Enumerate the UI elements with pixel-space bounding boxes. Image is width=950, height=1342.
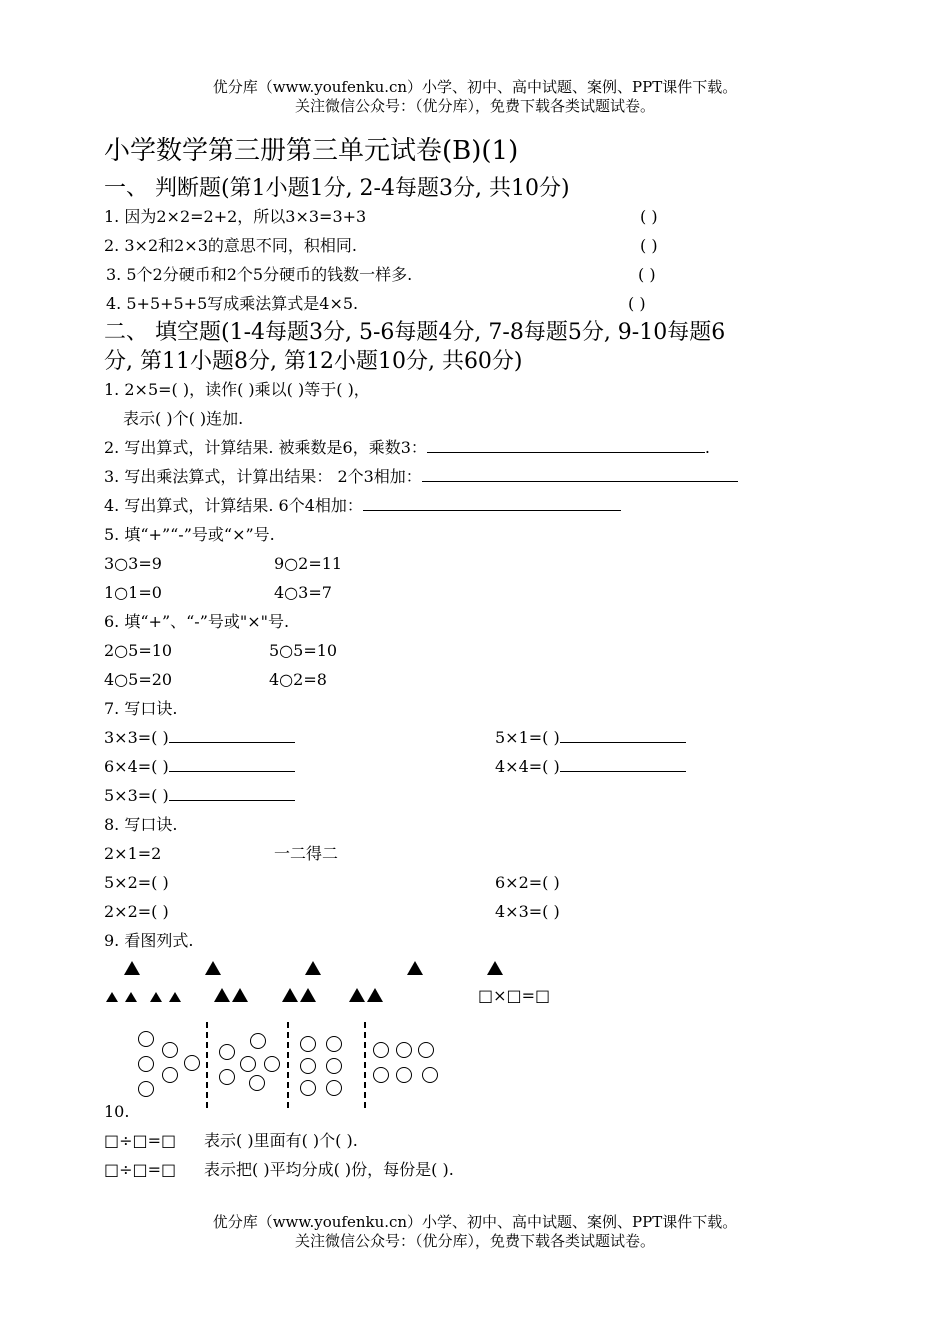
fill-q7-rhyme-line[interactable]	[169, 757, 295, 772]
circle-icon	[373, 1067, 389, 1083]
fill-q10-label: 10.	[104, 1102, 130, 1121]
circle-icon	[422, 1067, 438, 1083]
fill-q7-item	[104, 728, 295, 748]
fill-q7-label: 7. 写口诀.	[104, 699, 178, 718]
triangle-icon	[125, 992, 137, 1002]
fill-q5-label: 5. 填“+”“-”号或“×”号.	[104, 525, 275, 544]
judge-answer-3[interactable]: ( )	[638, 265, 656, 284]
circle-icon	[219, 1069, 235, 1085]
circle-icon	[184, 1055, 200, 1071]
fill-q8-example: 2×1=2	[104, 844, 162, 863]
circle-icon	[138, 1081, 154, 1097]
fill-q5-item[interactable]: 4○3=7	[274, 583, 332, 602]
section-1-heading: 一、 判断题(第1小题1分, 2-4每题3分, 共10分)	[104, 176, 570, 201]
dashed-divider	[206, 1022, 208, 1108]
fill-q7-item	[104, 786, 295, 806]
judge-item-1: 1. 因为2×2=2+2，所以3×3=3+3	[104, 207, 367, 226]
section-2-heading-line-2: 分, 第11小题8分, 第12小题10分, 共60分)	[104, 349, 523, 374]
triangle-icon	[487, 961, 503, 975]
fill-q7-rhyme-line[interactable]	[560, 728, 686, 743]
dashed-divider	[364, 1022, 366, 1108]
circle-icon	[300, 1036, 316, 1052]
triangle-icon	[169, 992, 181, 1002]
triangle-icon	[407, 961, 423, 975]
triangle-icon	[305, 961, 321, 975]
fill-q3	[104, 467, 738, 487]
triangle-icon	[150, 992, 162, 1002]
fill-q7-item	[495, 728, 686, 748]
fill-q6-item[interactable]: 4○5=20	[104, 670, 173, 689]
fill-q8-item[interactable]: 2×2=( )	[104, 902, 169, 921]
circle-icon	[240, 1056, 256, 1072]
fill-q7-item-text[interactable]: 3×3=( )	[104, 728, 169, 747]
fill-q7-item-text[interactable]: 6×4=( )	[104, 757, 169, 776]
circle-icon	[138, 1031, 154, 1047]
triangle-icon	[282, 988, 298, 1002]
judge-item-4: 4. 5+5+5+5写成乘法算式是4×5.	[106, 294, 359, 313]
fill-q7-item	[495, 757, 686, 777]
fill-q3-answer-line[interactable]	[422, 467, 738, 482]
triangle-icon	[300, 988, 316, 1002]
circle-icon	[219, 1044, 235, 1060]
triangle-icon	[232, 988, 248, 1002]
triangle-icon	[367, 988, 383, 1002]
fill-q10-formula-2[interactable]: □÷□=□	[104, 1160, 177, 1179]
fill-q4-answer-line[interactable]	[363, 496, 621, 511]
circle-icon	[250, 1033, 266, 1049]
fill-q6-label: 6. 填“+”、“-”号或"×"号.	[104, 612, 290, 631]
circle-icon	[264, 1056, 280, 1072]
triangle-icon	[124, 961, 140, 975]
fill-q10-text-2: 表示把( )平均分成( )份，每份是( ).	[204, 1160, 454, 1179]
fill-q7-item-text[interactable]: 5×3=( )	[104, 786, 169, 805]
circle-icon	[418, 1042, 434, 1058]
fill-q5-item[interactable]: 3○3=9	[104, 554, 162, 573]
circle-icon	[300, 1058, 316, 1074]
circle-icon	[326, 1058, 342, 1074]
circle-icon	[300, 1080, 316, 1096]
fill-q6-item[interactable]: 5○5=10	[269, 641, 338, 660]
fill-q8-example-answer: 一二得二	[274, 844, 339, 863]
header-line-1: 优分库（www.youfenku.cn）小学、初中、高中试题、案例、PPT课件下载。	[212, 78, 738, 96]
fill-q7-rhyme-line[interactable]	[560, 757, 686, 772]
page-title: 小学数学第三册第三单元试卷(B)(1)	[104, 136, 519, 166]
footer-line-2: 关注微信公众号：（优分库），免费下载各类试题试卷。	[294, 1232, 655, 1250]
fill-q1-line-1: 1. 2×5=( )，读作( )乘以( )等于( )，	[104, 380, 370, 399]
circle-icon	[396, 1067, 412, 1083]
circle-icon	[396, 1042, 412, 1058]
fill-q7-item-text[interactable]: 5×1=( )	[495, 728, 560, 747]
fill-q5-item[interactable]: 9○2=11	[274, 554, 343, 573]
fill-q7-rhyme-line[interactable]	[169, 786, 295, 801]
fill-q7-rhyme-line[interactable]	[169, 728, 295, 743]
triangle-icon	[106, 992, 118, 1002]
dashed-divider	[287, 1022, 289, 1108]
fill-q8-item[interactable]: 5×2=( )	[104, 873, 169, 892]
fill-q7-item-text[interactable]: 4×4=( )	[495, 757, 560, 776]
circle-icon	[373, 1042, 389, 1058]
fill-q1-line-2: 表示( )个( )连加.	[123, 409, 244, 428]
fill-q9-formula[interactable]: □×□=□	[478, 986, 551, 1005]
footer-line-1: 优分库（www.youfenku.cn）小学、初中、高中试题、案例、PPT课件下载。	[212, 1213, 738, 1231]
fill-q10-text-1: 表示( )里面有( )个( ).	[204, 1131, 358, 1150]
fill-q6-item[interactable]: 2○5=10	[104, 641, 173, 660]
circle-icon	[249, 1075, 265, 1091]
fill-q4-text: 4. 写出算式，计算结果. 6个4相加：	[104, 496, 363, 515]
fill-q8-item[interactable]: 4×3=( )	[495, 902, 560, 921]
fill-q4	[104, 496, 621, 516]
judge-answer-1[interactable]: ( )	[640, 207, 658, 226]
section-2-heading-line-1: 二、 填空题(1-4每题3分, 5-6每题4分, 7-8每题5分, 9-10每题6	[104, 320, 726, 345]
fill-q2-text: 2. 写出算式，计算结果. 被乘数是6，乘数3：	[104, 438, 427, 457]
circle-icon	[138, 1056, 154, 1072]
fill-q2-answer-line[interactable]	[427, 438, 705, 453]
fill-q2	[104, 438, 710, 458]
fill-q7-item	[104, 757, 295, 777]
fill-q8-label: 8. 写口诀.	[104, 815, 178, 834]
triangle-icon	[349, 988, 365, 1002]
circle-icon	[162, 1067, 178, 1083]
triangle-icon	[205, 961, 221, 975]
fill-q5-item[interactable]: 1○1=0	[104, 583, 162, 602]
fill-q6-item[interactable]: 4○2=8	[269, 670, 327, 689]
fill-q10-formula-1[interactable]: □÷□=□	[104, 1131, 177, 1150]
fill-q8-item[interactable]: 6×2=( )	[495, 873, 560, 892]
fill-q3-text: 3. 写出乘法算式，计算出结果： 2个3相加：	[104, 467, 422, 486]
circle-icon	[326, 1080, 342, 1096]
judge-answer-2[interactable]: ( )	[640, 236, 658, 255]
judge-item-2: 2. 3×2和2×3的意思不同，积相同.	[104, 236, 357, 255]
circle-icon	[162, 1042, 178, 1058]
fill-q2-end: .	[704, 438, 710, 457]
header-line-2: 关注微信公众号：（优分库），免费下载各类试题试卷。	[294, 97, 655, 115]
fill-q9-label: 9. 看图列式.	[104, 931, 194, 950]
judge-item-3: 3. 5个2分硬币和2个5分硬币的钱数一样多.	[106, 265, 413, 284]
triangle-icon	[214, 988, 230, 1002]
judge-answer-4[interactable]: ( )	[628, 294, 646, 313]
circle-icon	[326, 1036, 342, 1052]
